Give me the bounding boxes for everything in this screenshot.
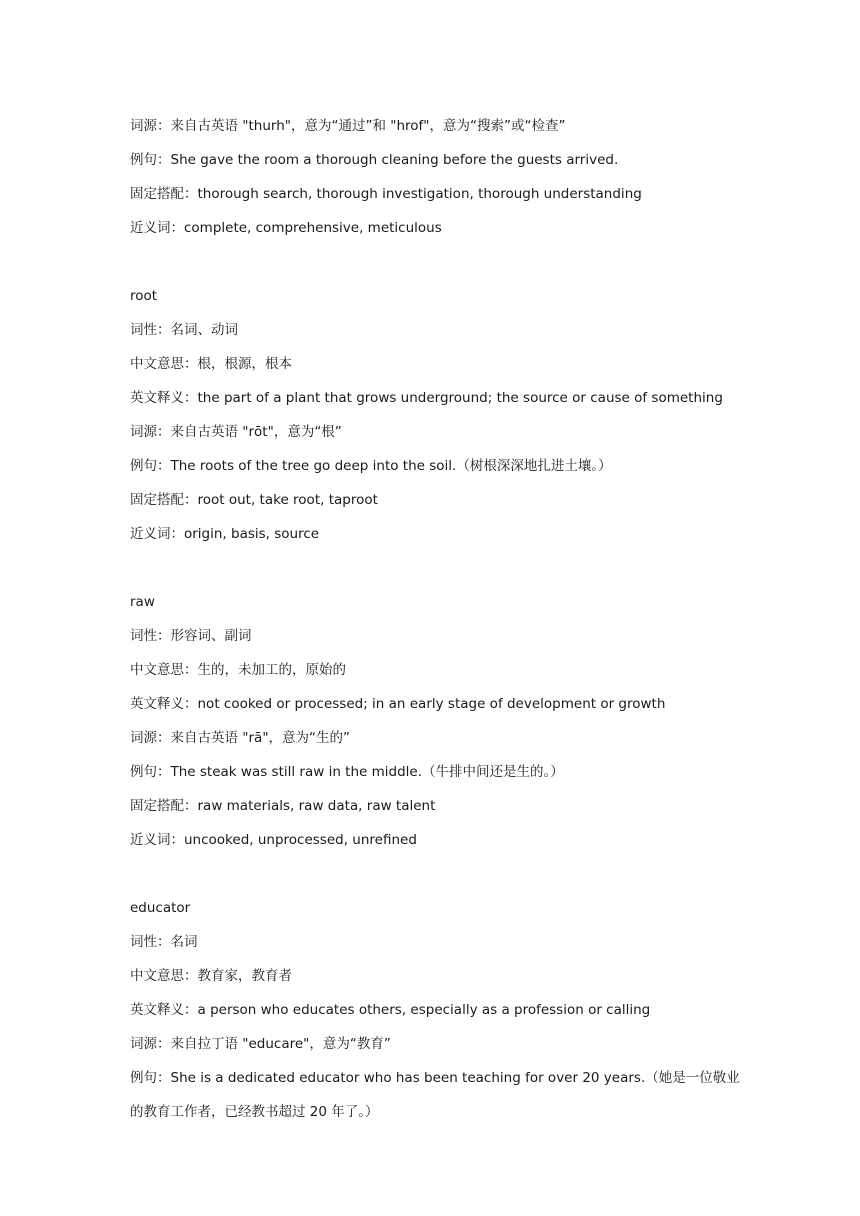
synonyms-line: 近义词：complete, comprehensive, meticulous (130, 220, 442, 236)
part-of-speech-line: 词性：名词、动词 (130, 322, 238, 338)
collocations-line: 固定搭配：raw materials, raw data, raw talent (130, 798, 436, 814)
etymology-line: 词源：来自古英语 "rōt"，意为“根” (130, 424, 342, 440)
chinese-meaning-line: 中文意思：生的，未加工的，原始的 (130, 662, 346, 678)
example-line: 例句：She gave the room a thorough cleaning before the guests arrived. (130, 152, 619, 168)
part-of-speech-line: 词性：形容词、副词 (130, 628, 252, 644)
entry-spacer (130, 551, 740, 585)
english-definition-line: 英文释义：not cooked or processed; in an early stage of development or growth (130, 696, 666, 712)
example-line: 例句：She is a dedicated educator who has been teaching for over 20 years.（她是一位敬业的教育工作者，已经教书超过 20 年了。） (130, 1070, 740, 1120)
headword: root (130, 288, 158, 304)
chinese-meaning-line: 中文意思：教育家，教育者 (130, 968, 292, 984)
entry-spacer (130, 857, 740, 891)
headword: educator (130, 900, 191, 916)
entry-educator (130, 891, 740, 1129)
headword: raw (130, 594, 155, 610)
synonyms-line: 近义词：uncooked, unprocessed, unrefined (130, 832, 417, 848)
document-page (130, 109, 740, 1129)
entry-spacer (130, 245, 740, 279)
english-definition-line: 英文释义：a person who educates others, especially as a profession or calling (130, 1002, 651, 1018)
etymology-line: 词源：来自古英语 "rā"，意为“生的” (130, 730, 351, 746)
synonyms-line: 近义词：origin, basis, source (130, 526, 320, 542)
collocations-line: 固定搭配：root out, take root, taproot (130, 492, 378, 508)
example-line: 例句：The steak was still raw in the middle.（牛排中间还是生的。） (130, 764, 564, 780)
part-of-speech-line: 词性：名词 (130, 934, 198, 950)
collocations-line: 固定搭配：thorough search, thorough investigation, thorough understanding (130, 186, 642, 202)
etymology-line: 词源：来自拉丁语 "educare"，意为“教育” (130, 1036, 391, 1052)
entry-root (130, 279, 740, 551)
etymology-line: 词源：来自古英语 "thurh"，意为“通过”和 "hrof"，意为“搜索”或“检查” (130, 118, 566, 134)
english-definition-line: 英文释义：the part of a plant that grows underground; the source or cause of something (130, 390, 723, 406)
chinese-meaning-line: 中文意思：根，根源，根本 (130, 356, 292, 372)
example-line: 例句：The roots of the tree go deep into the soil.（树根深深地扎进土壤。） (130, 458, 612, 474)
entry-thorough-continued (130, 109, 740, 245)
entry-raw (130, 585, 740, 857)
